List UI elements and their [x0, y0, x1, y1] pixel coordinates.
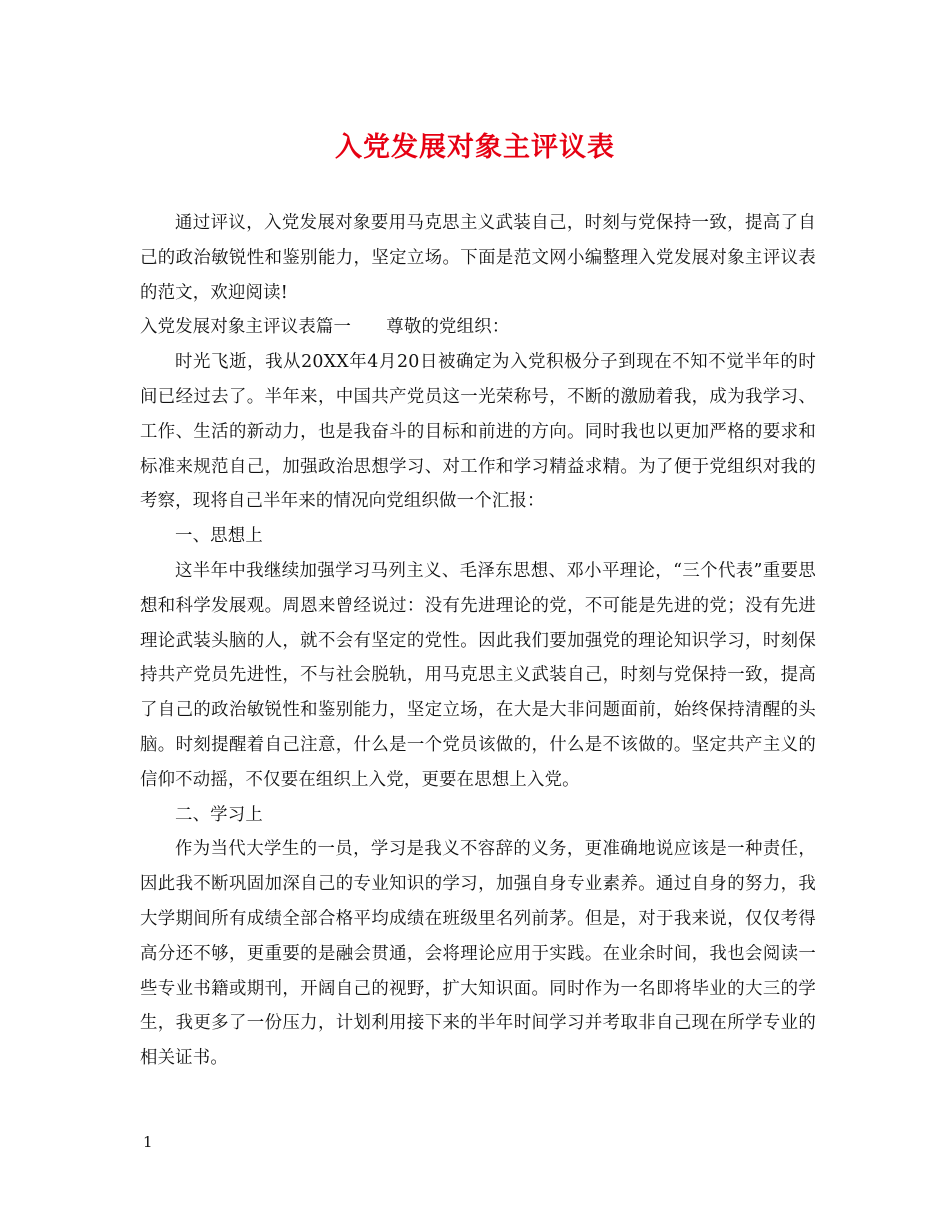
document-body — [140, 206, 816, 1076]
body-paragraph-study: 作为当代大学生的一员，学习是我义不容辞的义务，更准确地说应该是一种责任，因此我不断巩固加深自己的专业知识的学习，加强自身专业素养。通过自身的努力，我大学期间所有成绩全部合格平均成绩在班级里名列前茅。但是，对于我来说，仅仅考得高分还不够，更重要的是融会贯通，会将理论应用于实践。在业余时间，我也会阅读一些专业书籍或期刊，开阔自己的视野，扩大知识面。同时作为一名即将毕业的大三的学生，我更多了一份压力，计划利用接下来的半年时间学习并考取非自己现在所学专业的相关证书。 — [140, 839, 816, 1069]
page-number: 1 — [143, 1133, 153, 1151]
section-heading-study: 二、学习上 — [175, 804, 263, 825]
intro-paragraph: 通过评议，入党发展对象要用马克思主义武装自己，时刻与党保持一致，提高了自己的政治敏锐性和鉴别能力，坚定立场。下面是范文网小编整理入党发展对象主评议表的范文，欢迎阅读! — [140, 213, 816, 303]
section-heading-thought: 一、思想上 — [175, 526, 263, 547]
body-paragraph-thought: 这半年中我继续加强学习马列主义、毛泽东思想、邓小平理论，“三个代表”重要思想和科学发展观。周恩来曾经说过：没有先进理论的党，不可能是先进的党；没有先进理论武装头脑的人，就不会有坚定的党性。因此我们要加强党的理论知识学习，时刻保持共产党员先进性，不与社会脱轨，用马克思主义武装自己，时刻与党保持一致，提高了自己的政治敏锐性和鉴别能力，坚定立场，在大是大非问题面前，始终保持清醒的头脑。时刻提醒着自己注意，什么是一个党员该做的，什么是不该做的。坚定共产主义的信仰不动摇，不仅要在组织上入党，更要在思想上入党。 — [140, 560, 816, 790]
body-paragraph: 时光飞逝，我从20XX年4月20日被确定为入党积极分子到现在不知不觉半年的时间已经过去了。半年来，中国共产党员这一光荣称号，不断的激励着我，成为我学习、工作、生活的新动力，也是我奋斗的目标和前进的方向。同时我也以更加严格的要求和标准来规范自己，加强政治思想学习、对工作和学习精益求精。为了便于党组织对我的考察，现将自己半年来的情况向党组织做一个汇报： — [140, 352, 816, 512]
section-heading-salutation: 入党发展对象主评议表篇一 尊敬的党组织： — [140, 317, 510, 338]
document-title: 入党发展对象主评议表 — [335, 132, 615, 163]
